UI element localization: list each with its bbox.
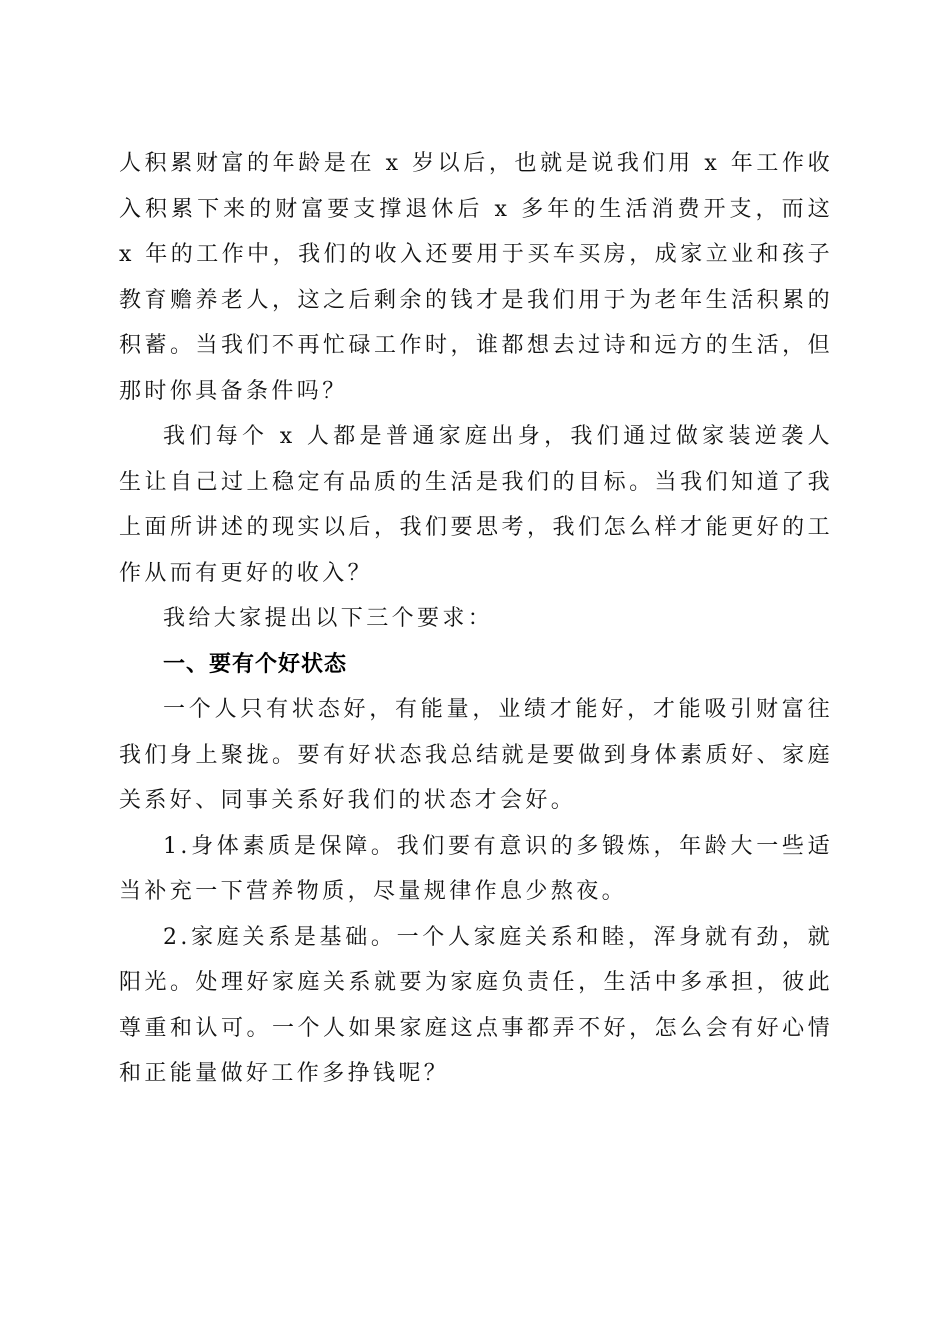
paragraph-continued: 人积累财富的年龄是在 x 岁以后，也就是说我们用 x 年工作收入积累下来的财富要支撑退休后 x 多年的生活消费开支，而这 x 年的工作中，我们的收入还要用于买车买房，成家立业和孩子教育赡养老人，这之后剩余的钱才是我们用于为老年生活积累的积蓄。当我们不再忙碌工作时，谁都想去过诗和远方的生活，但那时你具备条件吗？ — [119, 151, 833, 404]
section-heading: 一、要有个好状态 — [163, 651, 348, 677]
list-item: 2.家庭关系是基础。一个人家庭关系和睦，浑身就有劲，就阳光。处理好家庭关系就要为家庭负责任，生活中多承担，彼此尊重和认可。一个人如果家庭这点事都弄不好，怎么会有好心情和正能量做好工作多挣钱呢？ — [119, 924, 833, 1086]
list-item: 1.身体素质是保障。我们要有意识的多锻炼，年龄大一些适当补充一下营养物质，尽量规律作息少熬夜。 — [119, 833, 833, 904]
paragraph: 我们每个 x 人都是普通家庭出身，我们通过做家装逆袭人生让自己过上稳定有品质的生活是我们的目标。当我们知道了我上面所讲述的现实以后，我们要思考，我们怎么样才能更好的工作从而有更好的收入？ — [119, 424, 833, 586]
document-body — [119, 141, 833, 1097]
paragraph: 一个人只有状态好，有能量，业绩才能好，才能吸引财富往我们身上聚拢。要有好状态我总结就是要做到身体素质好、家庭关系好、同事关系好我们的状态才会好。 — [119, 697, 833, 813]
paragraph: 我给大家提出以下三个要求： — [163, 606, 494, 631]
